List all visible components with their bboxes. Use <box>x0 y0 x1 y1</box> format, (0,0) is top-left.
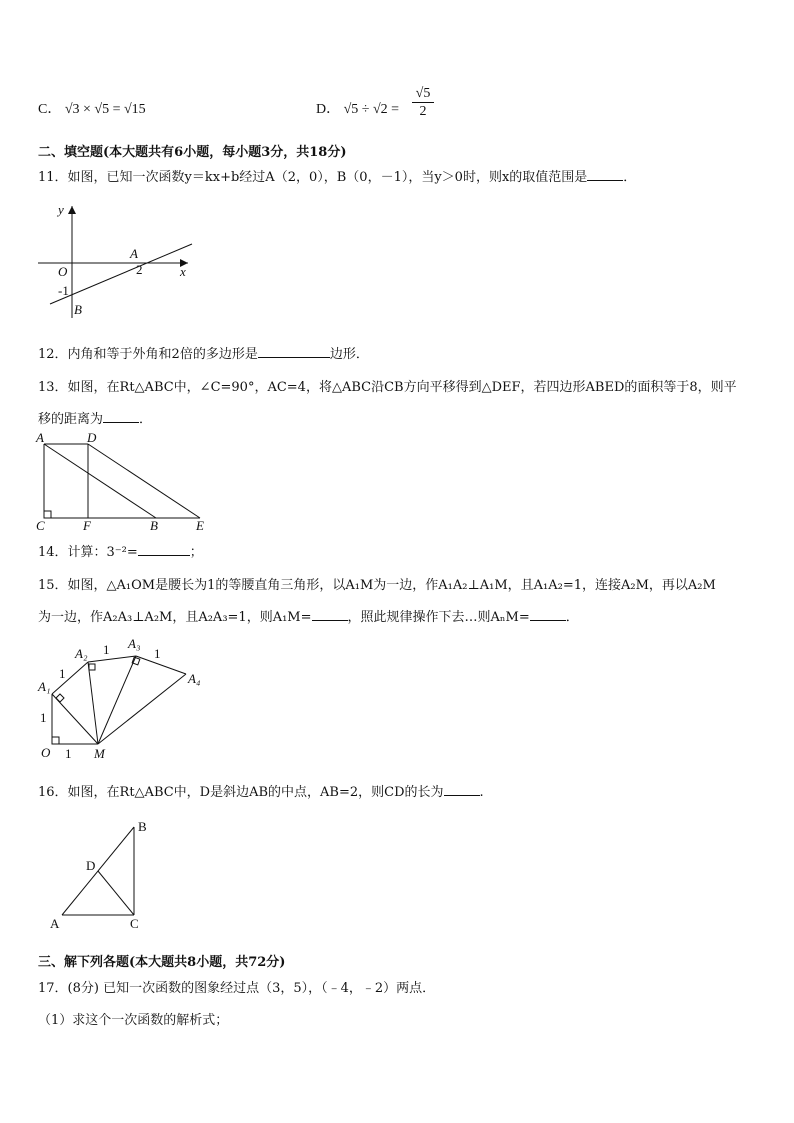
q13-end: ． <box>139 412 153 427</box>
q14-text <box>38 541 203 560</box>
q13-point-a-label: A <box>36 430 44 445</box>
q15-stem-2b: ，照此规律操作下去…则AₙM= <box>347 610 530 625</box>
q15-side-label-oa1: 1 <box>40 710 47 725</box>
option-d <box>316 98 399 118</box>
q13-point-e-label: E <box>196 518 204 533</box>
option-c-letter: C． <box>38 102 62 117</box>
q11-origin-label: O <box>58 264 68 279</box>
q13-point-f-label: F <box>83 518 91 533</box>
q16-stem: 16．如图，在Rt△ABC中，D是斜边AB的中点，AB=2，则CD的长为 <box>38 785 444 800</box>
q14-stem: 14．计算：3⁻²= <box>38 545 138 560</box>
q15-side-label-a3a4: 1 <box>154 646 161 661</box>
option-c <box>38 98 146 118</box>
q12-answer-blank[interactable] <box>258 345 330 358</box>
option-d-expression: √5 ÷ √2 = <box>343 102 400 117</box>
q12-text <box>38 343 369 362</box>
q15-line-1: 15．如图，△A₁OM是腰长为1的等腰直角三角形，以A₁M为一边，作A₁A₂⊥A₁M，且A₁A₂=1，连接A₂M，再以A₂M <box>38 578 716 593</box>
q11-tick-2-label: 2 <box>136 262 143 277</box>
q16-point-d-label: D <box>86 858 96 873</box>
option-d-fraction <box>412 86 434 121</box>
q15-point-a2-label: A₂ <box>75 646 88 661</box>
q11-figure <box>30 196 200 326</box>
q13-point-b-label: B <box>150 518 158 533</box>
option-d-letter: D． <box>316 102 341 117</box>
q15-point-m-label: M <box>94 746 105 761</box>
option-c-expression: √3 × √5 = √15 <box>64 102 146 117</box>
q15-point-o-label: O <box>41 745 51 760</box>
q11-tick-minus1-label: -1 <box>58 283 69 298</box>
q15-side-label-a2a3: 1 <box>103 642 110 657</box>
q15-answer-blank-1[interactable] <box>312 608 348 621</box>
section-3-heading: 三、解下列各题(本大题共8小题，共72分) <box>38 955 286 970</box>
q15-line-2 <box>38 606 579 625</box>
q15-side-label-om: 1 <box>65 746 72 761</box>
option-d-numerator: √5 <box>412 86 434 103</box>
q11-answer-blank[interactable] <box>587 168 623 181</box>
q11-text <box>38 166 636 185</box>
q13-figure <box>30 430 215 532</box>
q12-end: 边形． <box>329 347 369 362</box>
q11-point-a-label: A <box>130 246 138 261</box>
section-2-heading: 二、填空题(本大题共有6小题，每小题3分，共18分) <box>38 145 347 160</box>
q16-text <box>38 781 484 800</box>
q13-point-c-label: C <box>36 518 45 533</box>
q13-stem-2: 移的距离为 <box>38 412 104 427</box>
option-d-denominator: 2 <box>419 104 427 119</box>
q15-point-a1-label: A₁ <box>38 679 51 694</box>
q17-sub-1: （1）求这个一次函数的解析式； <box>38 1013 229 1028</box>
q13-answer-blank[interactable] <box>103 410 139 423</box>
q15-point-a3-label: A₃ <box>128 636 141 651</box>
q16-point-b-label: B <box>138 819 147 834</box>
q15-figure <box>30 634 215 766</box>
q15-point-a4-label: A₄ <box>188 671 201 686</box>
q13-line-1: 13．如图，在Rt△ABC中，∠C=90°，AC=4，将△ABC沿CB方向平移得到△DEF，若四边形ABED的面积等于8，则平 <box>38 380 737 395</box>
q12-stem: 12．内角和等于外角和2倍的多边形是 <box>38 347 258 362</box>
q17-text: 17．(8分) 已知一次函数的图象经过点（3，5），（﹣4，﹣2）两点． <box>38 981 436 996</box>
q11-point-b-label: B <box>74 302 82 317</box>
q13-point-d-label: D <box>87 430 97 445</box>
q16-end: . <box>479 785 484 800</box>
q16-point-a-label: A <box>50 916 60 931</box>
q15-end: ． <box>565 610 579 625</box>
q16-point-c-label: C <box>130 916 139 931</box>
q11-y-label: y <box>58 202 64 217</box>
q14-end: ； <box>189 545 203 560</box>
q16-figure <box>44 814 159 934</box>
q13-line-2 <box>38 408 152 427</box>
q11-stem: 11．如图，已知一次函数y＝kx+b经过A（2，0），B（0，－1），当y＞0时，则x的取值范围是 <box>38 170 588 185</box>
q14-answer-blank[interactable] <box>138 543 190 556</box>
q15-answer-blank-2[interactable] <box>530 608 566 621</box>
q11-end: ． <box>623 170 637 185</box>
q15-side-label-a1a2: 1 <box>59 666 66 681</box>
q15-stem-2a: 为一边，作A₂A₃⊥A₂M，且A₂A₃=1，则A₁M= <box>38 610 312 625</box>
q11-x-label: x <box>180 264 186 279</box>
q16-answer-blank[interactable] <box>444 783 480 796</box>
